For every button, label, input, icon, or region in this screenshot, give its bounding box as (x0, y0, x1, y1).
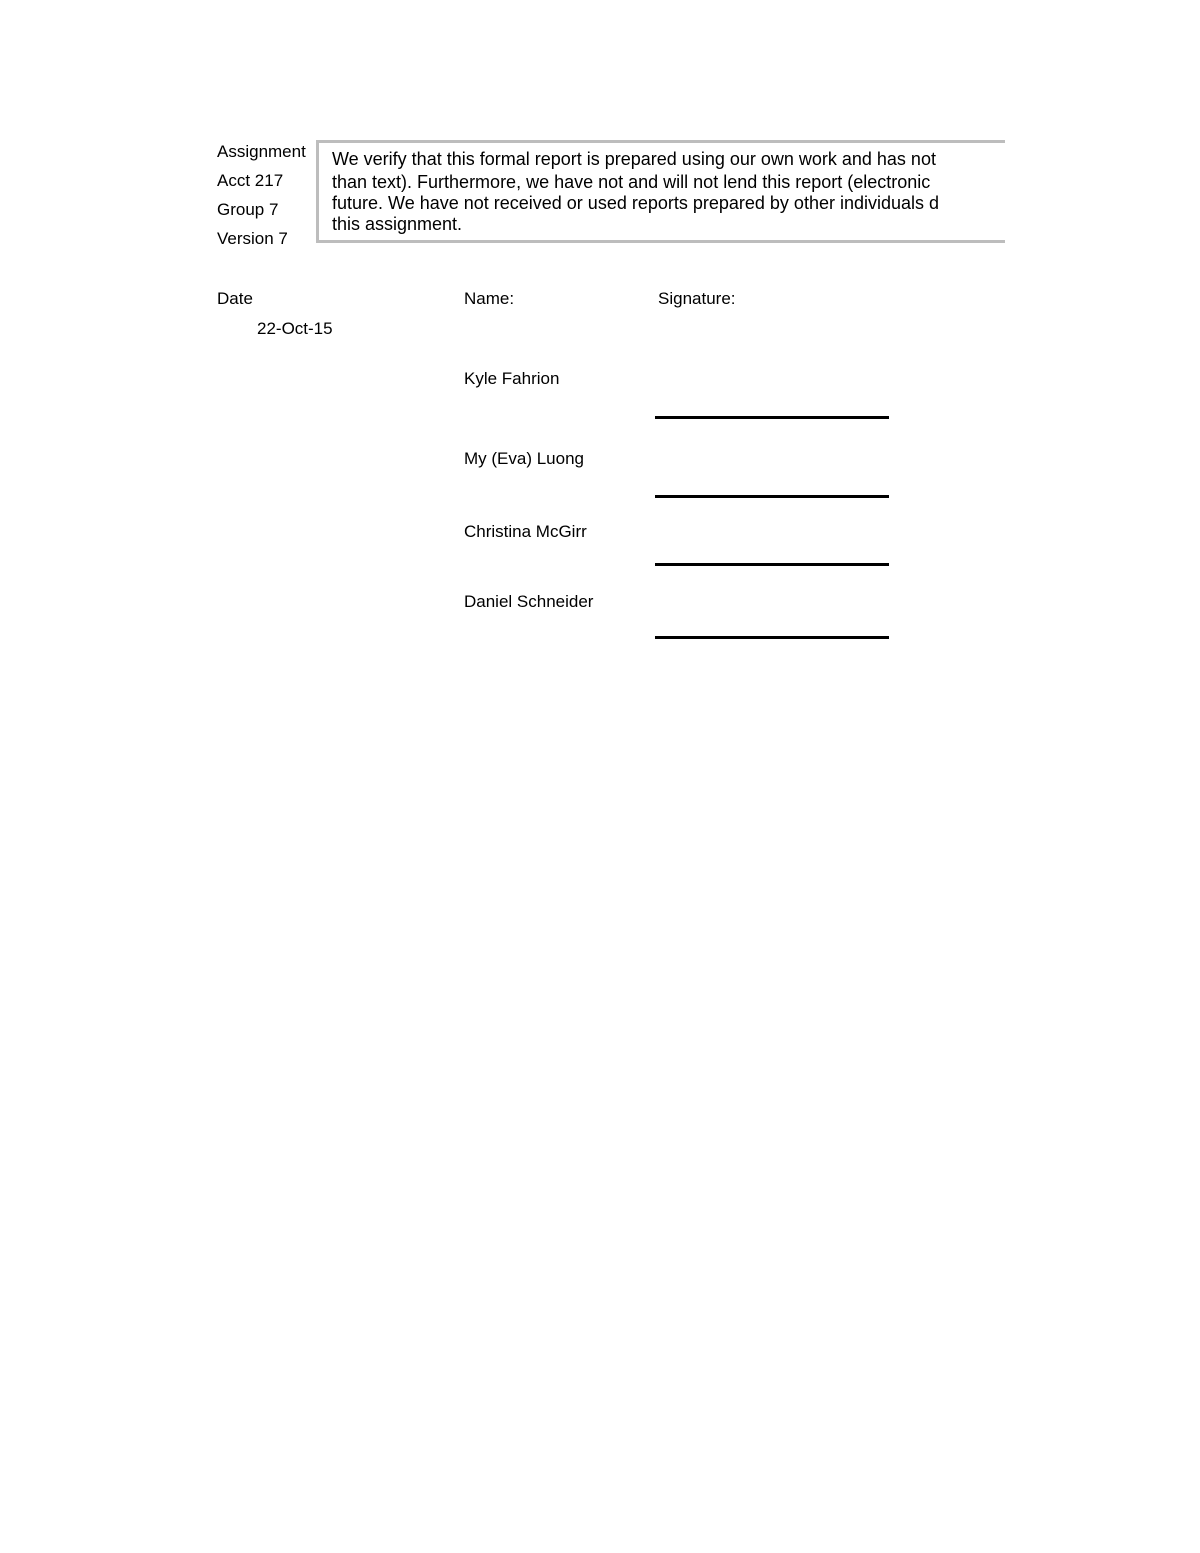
name-header: Name: (464, 289, 515, 308)
statement-line-1: We verify that this formal report is prepared using our own work and has not (332, 149, 936, 169)
statement-line-4: this assignment. (332, 214, 463, 234)
assignment-label: Assignment (217, 142, 306, 161)
signature-line-4[interactable] (655, 636, 889, 639)
version-label: Version 7 (217, 229, 288, 248)
date-header: Date (217, 289, 253, 308)
group-label: Group 7 (217, 200, 279, 219)
member-name-3: Christina McGirr (464, 522, 587, 541)
signature-line-3[interactable] (655, 563, 889, 566)
signature-header: Signature: (658, 289, 736, 308)
statement-line-2: than text). Furthermore, we have not and will not lend this report (electronic (332, 172, 931, 192)
member-name-4: Daniel Schneider (464, 592, 594, 611)
signature-line-2[interactable] (655, 495, 889, 498)
member-name-1: Kyle Fahrion (464, 369, 560, 388)
statement-line-3: future. We have not received or used reports prepared by other individuals d (332, 193, 940, 213)
signature-line-1[interactable] (655, 416, 889, 419)
date-value: 22-Oct-15 (257, 319, 333, 338)
course-label: Acct 217 (217, 171, 284, 190)
verification-statement-box (316, 140, 1005, 243)
member-name-2: My (Eva) Luong (464, 449, 584, 468)
